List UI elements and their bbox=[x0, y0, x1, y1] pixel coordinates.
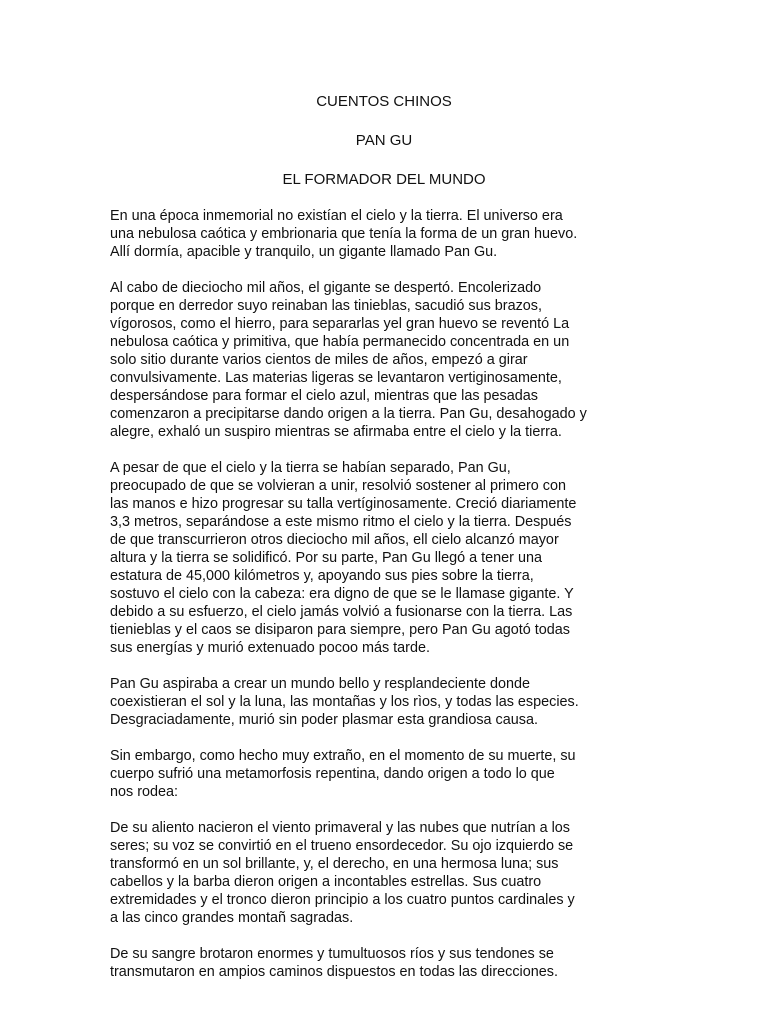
paragraph: De su aliento nacieron el viento primaveral y las nubes que nutrían a los seres; su voz se convirtió en el trueno ensordecedor. Su ojo izquierdo se transformó en un sol brillante, y, el derecho, en una hermosa luna; sus cabellos y la barba dieron origen a incontables estrellas. Sus cuatro extremidades y el tronco dieron principio a los cuatro puntos cardinales y a las cinco grandes montañ sagradas. bbox=[110, 820, 575, 926]
paragraph: De su sangre brotaron enormes y tumultuosos ríos y sus tendones se transmutaron en ampios caminos dispuestos en todas las direcciones. bbox=[110, 946, 558, 980]
paragraph: Pan Gu aspiraba a crear un mundo bello y resplandeciente donde coexistieran el sol y la luna, las montañas y los rìos, y todas las especies. Desgraciadamente, murió sin poder plasmar esta grandiosa causa. bbox=[110, 676, 579, 728]
story-body bbox=[110, 207, 670, 999]
series-title: CUENTOS CHINOS bbox=[316, 93, 452, 110]
paragraph: Sin embargo, como hecho muy extraño, en el momento de su muerte, su cuerpo sufrió una metamorfosis repentina, dando origen a todo lo que nos rodea: bbox=[110, 748, 576, 800]
story-subtitle: EL FORMADOR DEL MUNDO bbox=[282, 171, 486, 188]
paragraph: En una época inmemorial no existían el cielo y la tierra. El universo era una nebulosa caótica y embrionaria que tenía la forma de un gran huevo. Allí dormía, apacible y tranquilo, un gigante llamado Pan Gu. bbox=[110, 208, 578, 260]
paragraph: Al cabo de dieciocho mil años, el gigante se despertó. Encolerizado porque en derredor suyo reinaban las tinieblas, sacudió sus brazos, vígorosos, como el hierro, para separarlas yel gran huevo se reventó La nebulosa caótica y primitiva, que había permanecido concentrada en un solo sitio durante varios cientos de miles de años, empezó a girar convulsivamente. Las materias ligeras se levantaron vertiginosamente, despersándose para formar el cielo azul, mientras que las pesadas comenzaron a precipitarse dando origen a la tierra. Pan Gu, desahogado y alegre, exhaló un suspiro mientras se afirmaba entre el cielo y la tierra. bbox=[110, 280, 587, 440]
story-title: PAN GU bbox=[355, 132, 413, 149]
paragraph: A pesar de que el cielo y la tierra se habían separado, Pan Gu, preocupado de que se volvieran a unir, resolvió sostener al primero con las manos e hizo progresar su talla vertíginosamente. Creció diariamente 3,3 metros, separándose a este mismo ritmo el cielo y la tierra. Después de que transcurrieron otros dieciocho mil años, ell cielo alcanzó mayor altura y la tierra se solidificó. Por su parte, Pan Gu llegó a tener una estatura de 45,000 kilómetros y, apoyando sus pies sobre la tierra, sostuvo el cielo con la cabeza: era digno de que se le llamase gigante. Y debido a su esfuerzo, el cielo jamás volvió a fusionarse con la tierra. Las tienieblas y el caos se disiparon para siempre, pero Pan Gu agotó todas sus energías y murió extenuado pocoo más tarde. bbox=[110, 460, 577, 656]
